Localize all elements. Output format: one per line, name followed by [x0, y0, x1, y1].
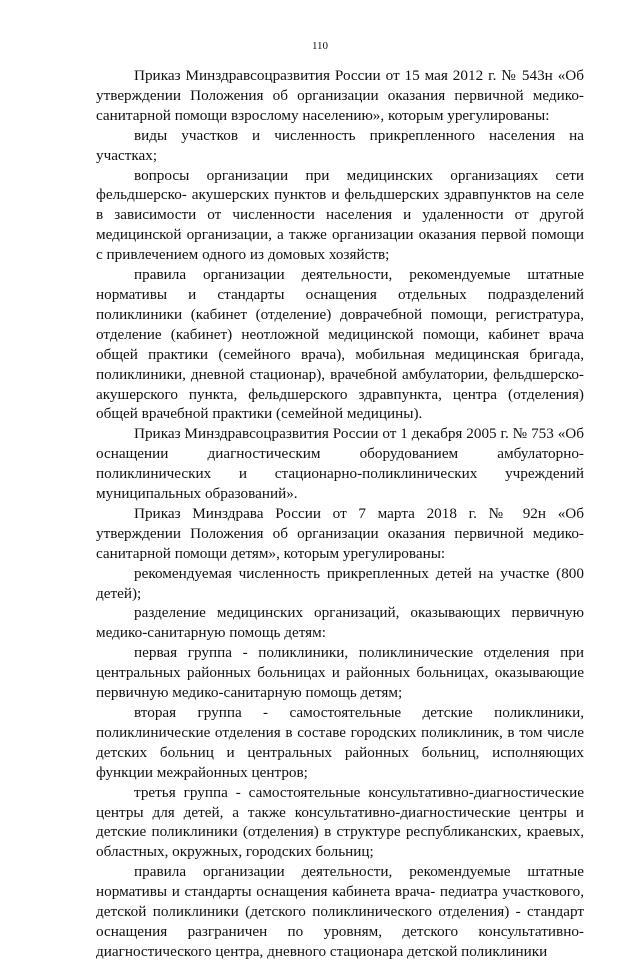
paragraph-order-753: Приказ Минздравсоцразвития России от 1 декабря 2005 г. № 753 «Об оснащении диагностическим оборудованием амбулаторно-поликлинических и стационарно-поликлинических учреждений муниципальных образований». — [96, 425, 584, 503]
paragraph-group-three: третья группа - самостоятельные консультативно-диагностические центры для детей, а также консультативно-диагностические центры и детские поликлиники (отделения) в структуре республиканских, краевых, областных, окружных, городских больниц; — [96, 783, 584, 861]
paragraph-group-one: первая группа - поликлиники, поликлинические отделения при центральных районных больницах и районных больницах, оказывающие первичную медико-санитарную помощь детям; — [96, 644, 584, 702]
paragraph-order-543n: Приказ Минздравсоцразвития России от 15 мая 2012 г. № 543н «Об утверждении Положения об организации оказания первичной медико-санитарной помощи взрослому населению», которым урегулированы: — [96, 67, 584, 124]
page-number: 110 — [311, 40, 329, 52]
paragraph-organization-groups: разделение медицинских организаций, оказывающих первичную медико-санитарную помощь детям: — [96, 604, 584, 642]
paragraph-district-types: виды участков и численность прикрепленного населения на участках; — [96, 126, 584, 164]
paragraph-organization-rules: правила организации деятельности, рекомендуемые штатные нормативы и стандарты оснащения отдельных подразделений поликлиники (кабинет (отделение) доврачебной помощи, регистратура, отделение (кабинет) неотложной медицинской помощи, кабинет врача общей практики (семейного врача), мобильная медицинская бригада, поликлиники, дневной стационар), врачебной амбулатории, фельдшерско-акушерского пункта, фельдшерского здравпункта, центра (отделения) общей врачебной практики (семейной медицины). — [96, 266, 584, 423]
paragraph-group-two: вторая группа - самостоятельные детские поликлиники, поликлинические отделения в составе городских поликлиник, в том числе детских больниц и центральных районных больниц, исполняющих функции межрайонных центров; — [96, 704, 584, 781]
paragraph-feldsher-network: вопросы организации при медицинских организациях сети фельдшерско- акушерских пунктов и фельдшерских здравпунктов на селе в зависимости от численности населения и удаленности от другой медицинской организации, а также организации оказания первой помощи с привлечением одного из домовых хозяйств; — [96, 166, 584, 264]
paragraph-pediatric-rules: правила организации деятельности, рекомендуемые штатные нормативы и стандарты оснащения кабинета врача- педиатра участкового, детской поликлиники (детского поликлинического отделения) - стандарт оснащения разграничен по уровням, детского консультативно-диагностического центра, дневного стационара детской поликлиники — [96, 863, 584, 960]
document-body — [96, 66, 584, 962]
paragraph-order-92n: Приказ Минздрава России от 7 марта 2018 г. № 92н «Об утверждении Положения об организации оказания первичной медико-санитарной помощи детям», которым урегулированы: — [96, 504, 584, 562]
paragraph-children-per-district: рекомендуемая численность прикрепленных детей на участке (800 детей); — [96, 564, 584, 602]
